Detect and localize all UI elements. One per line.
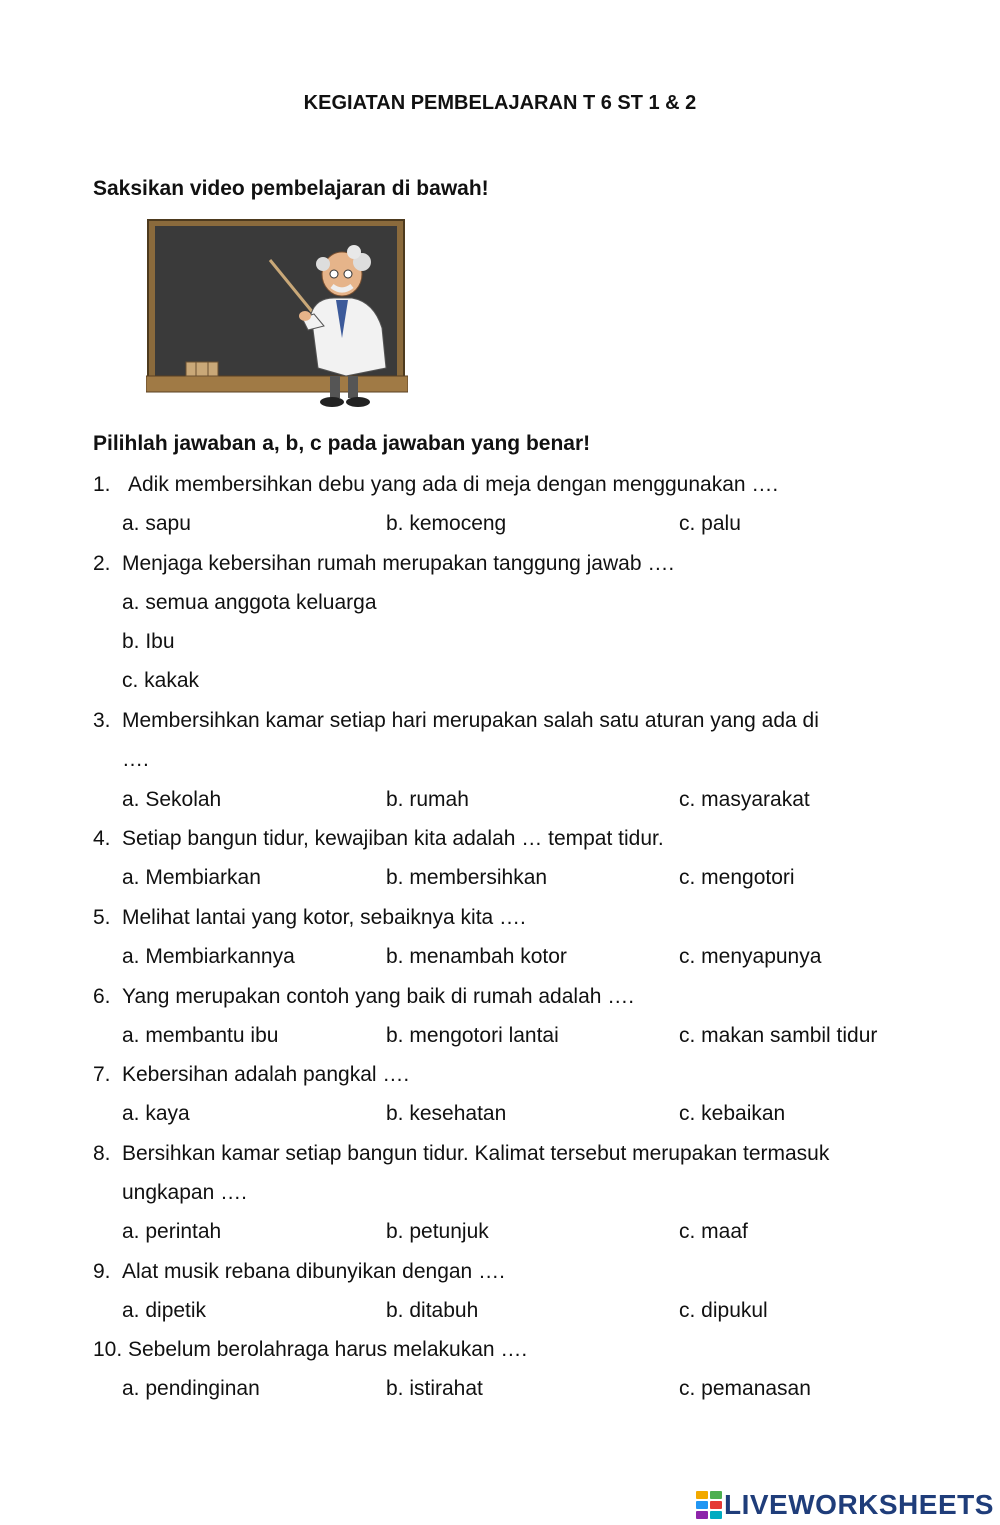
question-9-number: 9.: [93, 1260, 111, 1283]
question-5-number: 5.: [93, 906, 111, 929]
question-6-option-a[interactable]: a. membantu ibu: [122, 1024, 279, 1047]
question-10-option-b[interactable]: b. istirahat: [386, 1377, 483, 1400]
question-9-option-c[interactable]: c. dipukul: [679, 1299, 768, 1322]
question-4-option-c[interactable]: c. mengotori: [679, 866, 795, 889]
question-5-option-a[interactable]: a. Membiarkannya: [122, 945, 295, 968]
question-7-option-a[interactable]: a. kaya: [122, 1102, 190, 1125]
question-2-text: Menjaga kebersihan rumah merupakan tanggung jawab ….: [122, 552, 675, 575]
question-1-option-a[interactable]: a. sapu: [122, 512, 191, 535]
liveworksheets-mark-icon: [696, 1491, 722, 1519]
question-8-option-c[interactable]: c. maaf: [679, 1220, 748, 1243]
question-7-option-c[interactable]: c. kebaikan: [679, 1102, 786, 1125]
question-5-option-c[interactable]: c. menyapunya: [679, 945, 822, 968]
question-4-text: Setiap bangun tidur, kewajiban kita adalah … tempat tidur.: [122, 827, 664, 850]
question-3-text-cont: ….: [122, 748, 149, 771]
question-2-option-b[interactable]: b. Ibu: [122, 630, 175, 653]
question-6-option-b[interactable]: b. mengotori lantai: [386, 1024, 559, 1047]
page-title: KEGIATAN PEMBELAJARAN T 6 ST 1 & 2: [303, 92, 697, 114]
question-8-text: Bersihkan kamar setiap bangun tidur. Kalimat tersebut merupakan termasuk: [122, 1142, 830, 1165]
question-1-option-c[interactable]: c. palu: [679, 512, 741, 535]
question-10-option-c[interactable]: c. pemanasan: [679, 1377, 811, 1400]
question-1-option-b[interactable]: b. kemoceng: [386, 512, 507, 535]
question-6-number: 6.: [93, 985, 111, 1008]
question-3-number: 3.: [93, 709, 111, 732]
question-2-option-a[interactable]: a. semua anggota keluarga: [122, 591, 377, 614]
question-5-text: Melihat lantai yang kotor, sebaiknya kita ….: [122, 906, 526, 929]
question-3-text: Membersihkan kamar setiap hari merupakan salah satu aturan yang ada di: [122, 709, 819, 732]
question-1-text: Adik membersihkan debu yang ada di meja dengan menggunakan ….: [128, 473, 779, 496]
question-2-option-c[interactable]: c. kakak: [122, 669, 200, 692]
question-instruction: Pilihlah jawaban a, b, c pada jawaban yang benar!: [93, 432, 591, 455]
question-9-option-b[interactable]: b. ditabuh: [386, 1299, 479, 1322]
liveworksheets-logo-text: LIVEWORKSHEETS: [724, 1489, 994, 1520]
liveworksheets-logo: [696, 1488, 994, 1522]
question-9-text: Alat musik rebana dibunyikan dengan ….: [122, 1260, 505, 1283]
question-4-option-a[interactable]: a. Membiarkan: [122, 866, 261, 889]
video-thumbnail[interactable]: [146, 218, 408, 410]
video-instruction: Saksikan video pembelajaran di bawah!: [93, 177, 489, 200]
question-2-number: 2.: [93, 552, 111, 575]
question-4-option-b[interactable]: b. membersihkan: [386, 866, 548, 889]
question-3-option-a[interactable]: a. Sekolah: [122, 788, 222, 811]
question-10-option-a[interactable]: a. pendinginan: [122, 1377, 260, 1400]
question-8-option-a[interactable]: a. perintah: [122, 1220, 222, 1243]
question-6-text: Yang merupakan contoh yang baik di rumah adalah ….: [122, 985, 635, 1008]
question-8-text-cont: ungkapan ….: [122, 1181, 247, 1204]
question-3-option-b[interactable]: b. rumah: [386, 788, 469, 811]
question-10-text: Sebelum berolahraga harus melakukan ….: [128, 1338, 528, 1361]
question-10-number: 10.: [93, 1338, 123, 1361]
chalkboard-professor-image: [146, 218, 408, 410]
question-6-option-c[interactable]: c. makan sambil tidur: [679, 1024, 878, 1047]
question-4-number: 4.: [93, 827, 111, 850]
question-7-option-b[interactable]: b. kesehatan: [386, 1102, 507, 1125]
question-7-number: 7.: [93, 1063, 111, 1086]
question-8-option-b[interactable]: b. petunjuk: [386, 1220, 489, 1243]
question-5-option-b[interactable]: b. menambah kotor: [386, 945, 567, 968]
question-8-number: 8.: [93, 1142, 111, 1165]
question-1-number: 1.: [93, 473, 111, 496]
question-9-option-a[interactable]: a. dipetik: [122, 1299, 207, 1322]
question-7-text: Kebersihan adalah pangkal ….: [122, 1063, 410, 1086]
question-3-option-c[interactable]: c. masyarakat: [679, 788, 810, 811]
